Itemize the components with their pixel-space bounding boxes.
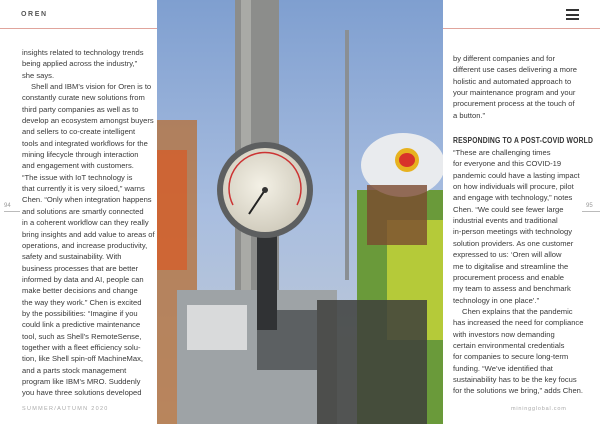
text-line: and engage with technology,” notes (453, 193, 573, 203)
text-line: industrial events and traditional (453, 216, 558, 226)
footer-issue: SUMMER/AUTUMN 2020 (22, 406, 109, 412)
text-line: program like IBM’s MRO. Suddenly (22, 376, 141, 386)
text-line: your maintenance program and your (453, 88, 576, 98)
text-line: business processes that are better (22, 263, 139, 273)
text-line: sustainability has to be the key focus (453, 374, 577, 384)
text-line: procurement process at the touch of (453, 99, 575, 109)
text-line: operations, and increase productivity, (22, 240, 148, 250)
left-column-text (22, 47, 155, 399)
text-line: Chen explains that the pandemic (462, 306, 573, 316)
text-line: and sellers to co-create intelligent (22, 127, 136, 137)
text-line: you have three solutions developed (22, 388, 142, 398)
text-line: on how individuals will procure, pilot (453, 182, 574, 192)
text-line: by different companies and for (453, 54, 556, 63)
text-line: for companies to secure long-term (453, 352, 569, 362)
right-column-text (453, 53, 600, 397)
text-line: mining lifecycle through interaction (22, 150, 139, 160)
text-line: for the solutions we bring,” adds Chen. (453, 386, 584, 396)
text-line: Shell and IBM’s vision for Oren is to (31, 82, 152, 92)
text-line: and a parts stock management (22, 365, 127, 375)
text-line: procurement process and enable (453, 272, 565, 282)
text-line: funding. “We’ve identified that (453, 363, 553, 373)
text-line: tools and integrated workflows for the (22, 138, 148, 148)
text-line: Chen. “Only when integration happens (22, 195, 152, 205)
text-line: has increased the need for compliance (453, 318, 584, 328)
photo-pressure-gauge-worker (157, 0, 443, 424)
page-number-left: 94 (4, 203, 20, 212)
text-line: and solutions are smartly connected (22, 206, 144, 216)
brand-logo[interactable]: OREN (21, 11, 48, 18)
text-line: different use cases delivering a more (453, 65, 577, 75)
text-line: being applied across the industry,” (22, 59, 138, 69)
text-line: expressed to us: ‘Oren will allow (453, 250, 562, 260)
text-line: with investors now demanding (453, 329, 555, 339)
text-line: develop an ecosystem amongst buyers (22, 116, 154, 126)
text-line: a button.” (453, 110, 486, 120)
text-line: in-person meetings with technology (453, 227, 573, 237)
section-heading: RESPONDING TO A POST-COVID WORLD (453, 136, 594, 146)
text-line: holistic and automated approach to (453, 76, 572, 86)
text-line: insights related to technology trends (22, 48, 144, 57)
text-line: informed by data and AI, people can (22, 274, 144, 284)
text-line: bring insights and add value to areas of (22, 229, 155, 239)
text-line: Chen. “We could see fewer large (453, 204, 564, 214)
text-line: certain environmental credentials (453, 340, 565, 350)
text-line: for everyone and this COVID-19 (453, 159, 562, 169)
text-line: in a coherent workflow can they really (22, 218, 149, 228)
text-line: tool, such as Shell’s RemoteSense, (22, 331, 142, 341)
text-line: that currently it is very siloed,” warns (22, 184, 145, 194)
text-line: by the possibilities: “Imagine if you (22, 308, 138, 318)
text-line: together with a fleet efficiency solu- (22, 342, 141, 352)
text-line: tion, like Shell spin-off MachineMax, (22, 354, 143, 364)
text-line: could link a predictive maintenance (22, 320, 141, 330)
footer-website[interactable]: miningglobal.com (511, 406, 567, 412)
text-line: and engagement with customers. (22, 161, 134, 171)
text-line: she says. (22, 70, 55, 80)
text-line: constantly curate new solutions from (22, 93, 145, 103)
text-line: solution providers. As one customer (453, 238, 574, 248)
text-line: make better decisions and change (22, 286, 138, 296)
text-line: safety and sustainability. With (22, 252, 122, 262)
text-line: me to digitalise and streamline the (453, 261, 569, 271)
hamburger-icon[interactable] (566, 9, 579, 20)
text-line: pandemic could have a lasting impact (453, 170, 580, 180)
text-line: my team to assess and benchmark (453, 284, 571, 294)
text-line: “These are challenging times (453, 148, 551, 158)
text-line: third party companies as well as to (22, 104, 139, 114)
text-line: the way they work.” Chen is excited (22, 297, 142, 307)
text-line: “The issue with IoT technology is (22, 172, 133, 182)
text-line: technology in one place’.” (453, 295, 540, 305)
page-number-right: 95 (582, 203, 600, 212)
